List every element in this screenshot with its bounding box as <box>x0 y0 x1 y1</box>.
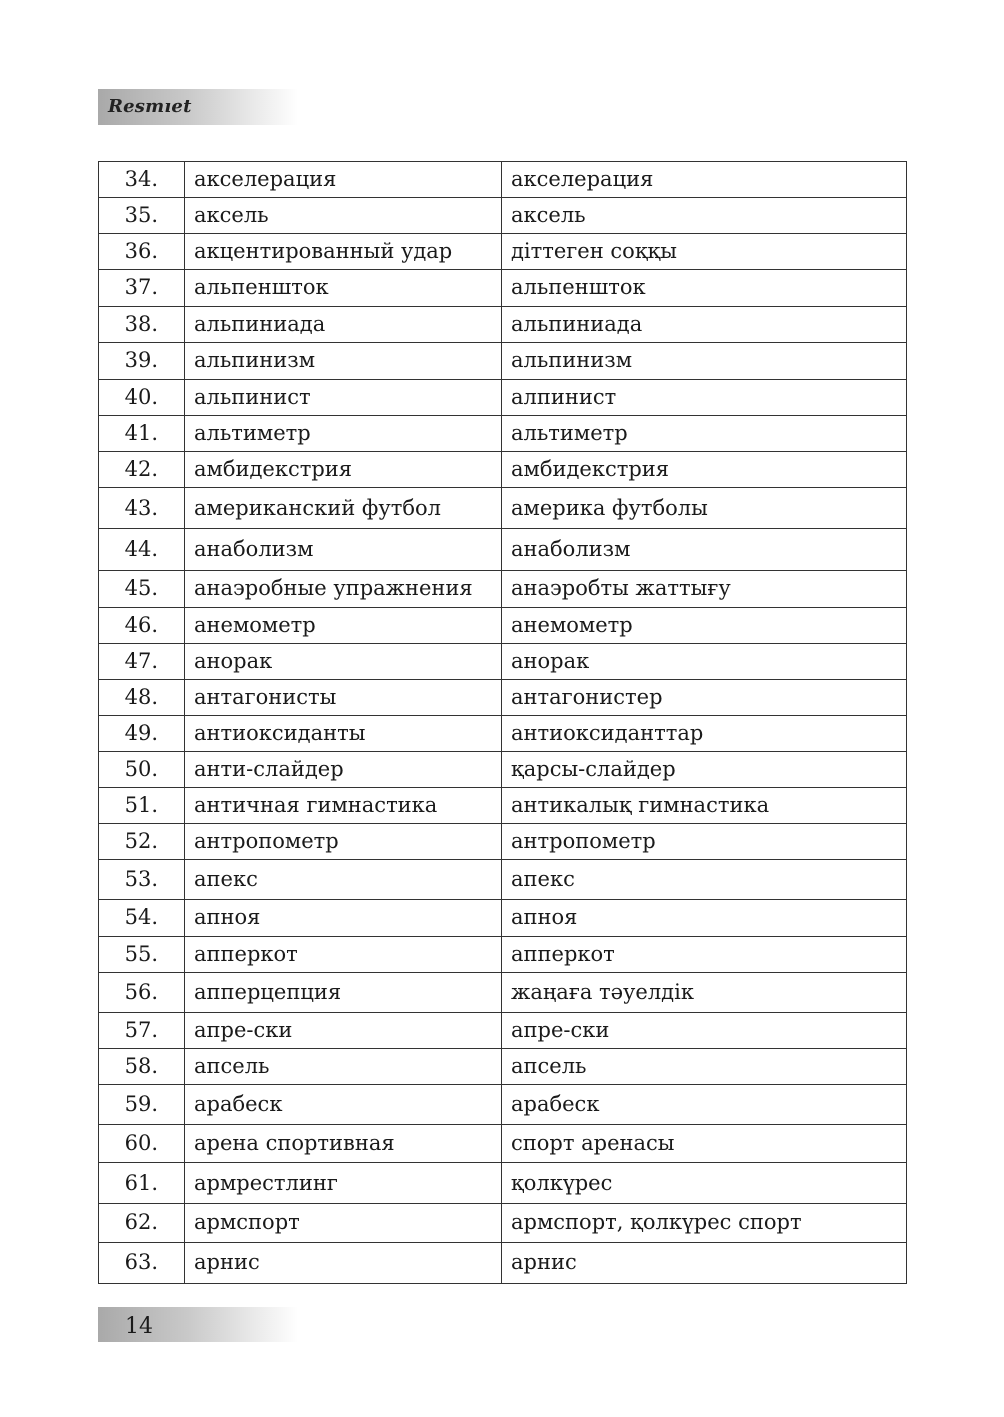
terms-table <box>98 161 907 1284</box>
table-row <box>99 198 907 234</box>
russian-term-cell: анаэробные упражнения <box>185 571 502 607</box>
row-number-cell: 42. <box>99 452 185 488</box>
running-header-title: Resmıet <box>108 96 192 117</box>
russian-term-cell: античная гимнастика <box>185 788 502 824</box>
russian-term-cell: альтиметр <box>185 415 502 451</box>
row-number-cell: 36. <box>99 234 185 270</box>
table-row <box>99 452 907 488</box>
russian-term-cell: аксель <box>185 198 502 234</box>
row-number-cell: 50. <box>99 752 185 788</box>
row-number-cell: 63. <box>99 1242 185 1283</box>
russian-term-cell: арнис <box>185 1242 502 1283</box>
row-number-cell: 55. <box>99 936 185 972</box>
russian-term-cell: армрестлинг <box>185 1163 502 1203</box>
table-row <box>99 529 907 571</box>
kazakh-term-cell: антиоксиданттар <box>502 715 907 751</box>
row-number-cell: 53. <box>99 860 185 899</box>
russian-term-cell: антропометр <box>185 824 502 860</box>
kazakh-term-cell: антикалық гимнастика <box>502 788 907 824</box>
table-row <box>99 936 907 972</box>
kazakh-term-cell: альтиметр <box>502 415 907 451</box>
page-number: 14 <box>125 1314 153 1339</box>
russian-term-cell: анорак <box>185 643 502 679</box>
kazakh-term-cell: альпеншток <box>502 270 907 306</box>
row-number-cell: 47. <box>99 643 185 679</box>
russian-term-cell: арена спортивная <box>185 1125 502 1163</box>
row-number-cell: 39. <box>99 342 185 379</box>
table-row <box>99 607 907 643</box>
row-number-cell: 59. <box>99 1085 185 1125</box>
russian-term-cell: анаболизм <box>185 529 502 571</box>
row-number-cell: 56. <box>99 972 185 1012</box>
row-number-cell: 48. <box>99 679 185 715</box>
kazakh-term-cell: антагонистер <box>502 679 907 715</box>
row-number-cell: 40. <box>99 379 185 415</box>
table-row <box>99 234 907 270</box>
row-number-cell: 35. <box>99 198 185 234</box>
table-row <box>99 1085 907 1125</box>
row-number-cell: 57. <box>99 1012 185 1048</box>
row-number-cell: 58. <box>99 1049 185 1085</box>
table-row <box>99 1203 907 1242</box>
table-row <box>99 752 907 788</box>
table-row <box>99 1012 907 1048</box>
row-number-cell: 49. <box>99 715 185 751</box>
kazakh-term-cell: қарсы-слайдер <box>502 752 907 788</box>
russian-term-cell: армспорт <box>185 1203 502 1242</box>
kazakh-term-cell: қолкүрес <box>502 1163 907 1203</box>
russian-term-cell: амбидекстрия <box>185 452 502 488</box>
kazakh-term-cell: амбидекстрия <box>502 452 907 488</box>
kazakh-term-cell: діттеген соққы <box>502 234 907 270</box>
kazakh-term-cell: аксель <box>502 198 907 234</box>
table-row <box>99 643 907 679</box>
russian-term-cell: апперкот <box>185 936 502 972</box>
russian-term-cell: альпиниада <box>185 306 502 342</box>
russian-term-cell: акселерация <box>185 162 502 198</box>
row-number-cell: 34. <box>99 162 185 198</box>
kazakh-term-cell: анаболизм <box>502 529 907 571</box>
row-number-cell: 60. <box>99 1125 185 1163</box>
kazakh-term-cell: анемометр <box>502 607 907 643</box>
table-row <box>99 715 907 751</box>
kazakh-term-cell: антропометр <box>502 824 907 860</box>
footer-band <box>98 1307 298 1342</box>
table-row <box>99 270 907 306</box>
kazakh-term-cell: анаэробты жаттығу <box>502 571 907 607</box>
russian-term-cell: апре-ски <box>185 1012 502 1048</box>
row-number-cell: 46. <box>99 607 185 643</box>
row-number-cell: 51. <box>99 788 185 824</box>
russian-term-cell: анемометр <box>185 607 502 643</box>
russian-term-cell: анти-слайдер <box>185 752 502 788</box>
kazakh-term-cell: апноя <box>502 899 907 936</box>
kazakh-term-cell: апперкот <box>502 936 907 972</box>
russian-term-cell: арабеск <box>185 1085 502 1125</box>
kazakh-term-cell: альпиниада <box>502 306 907 342</box>
russian-term-cell: альпеншток <box>185 270 502 306</box>
kazakh-term-cell: апре-ски <box>502 1012 907 1048</box>
row-number-cell: 41. <box>99 415 185 451</box>
kazakh-term-cell: акселерация <box>502 162 907 198</box>
row-number-cell: 37. <box>99 270 185 306</box>
row-number-cell: 54. <box>99 899 185 936</box>
table-row <box>99 899 907 936</box>
russian-term-cell: апноя <box>185 899 502 936</box>
table-row <box>99 1049 907 1085</box>
russian-term-cell: апекс <box>185 860 502 899</box>
table-row <box>99 1163 907 1203</box>
table-row <box>99 679 907 715</box>
table-row <box>99 860 907 899</box>
russian-term-cell: антиоксиданты <box>185 715 502 751</box>
table-row <box>99 342 907 379</box>
table-row <box>99 162 907 198</box>
kazakh-term-cell: спорт аренасы <box>502 1125 907 1163</box>
row-number-cell: 62. <box>99 1203 185 1242</box>
russian-term-cell: американский футбол <box>185 488 502 529</box>
kazakh-term-cell: апсель <box>502 1049 907 1085</box>
table-row <box>99 1242 907 1283</box>
russian-term-cell: апперцепция <box>185 972 502 1012</box>
row-number-cell: 52. <box>99 824 185 860</box>
table-row <box>99 788 907 824</box>
header-band <box>98 89 298 125</box>
table-row <box>99 306 907 342</box>
russian-term-cell: антагонисты <box>185 679 502 715</box>
terms-table-body <box>99 162 907 1284</box>
kazakh-term-cell: армспорт, қолкүрес спорт <box>502 1203 907 1242</box>
russian-term-cell: альпинист <box>185 379 502 415</box>
table-row <box>99 824 907 860</box>
kazakh-term-cell: арнис <box>502 1242 907 1283</box>
russian-term-cell: акцентированный удар <box>185 234 502 270</box>
kazakh-term-cell: анорак <box>502 643 907 679</box>
russian-term-cell: апсель <box>185 1049 502 1085</box>
kazakh-term-cell: жаңаға тәуелдік <box>502 972 907 1012</box>
table-row <box>99 972 907 1012</box>
row-number-cell: 43. <box>99 488 185 529</box>
row-number-cell: 61. <box>99 1163 185 1203</box>
table-row <box>99 488 907 529</box>
kazakh-term-cell: алпинист <box>502 379 907 415</box>
table-row <box>99 1125 907 1163</box>
table-row <box>99 379 907 415</box>
russian-term-cell: альпинизм <box>185 342 502 379</box>
row-number-cell: 38. <box>99 306 185 342</box>
kazakh-term-cell: апекс <box>502 860 907 899</box>
row-number-cell: 44. <box>99 529 185 571</box>
row-number-cell: 45. <box>99 571 185 607</box>
table-row <box>99 571 907 607</box>
kazakh-term-cell: америка футболы <box>502 488 907 529</box>
table-row <box>99 415 907 451</box>
kazakh-term-cell: арабеск <box>502 1085 907 1125</box>
kazakh-term-cell: альпинизм <box>502 342 907 379</box>
